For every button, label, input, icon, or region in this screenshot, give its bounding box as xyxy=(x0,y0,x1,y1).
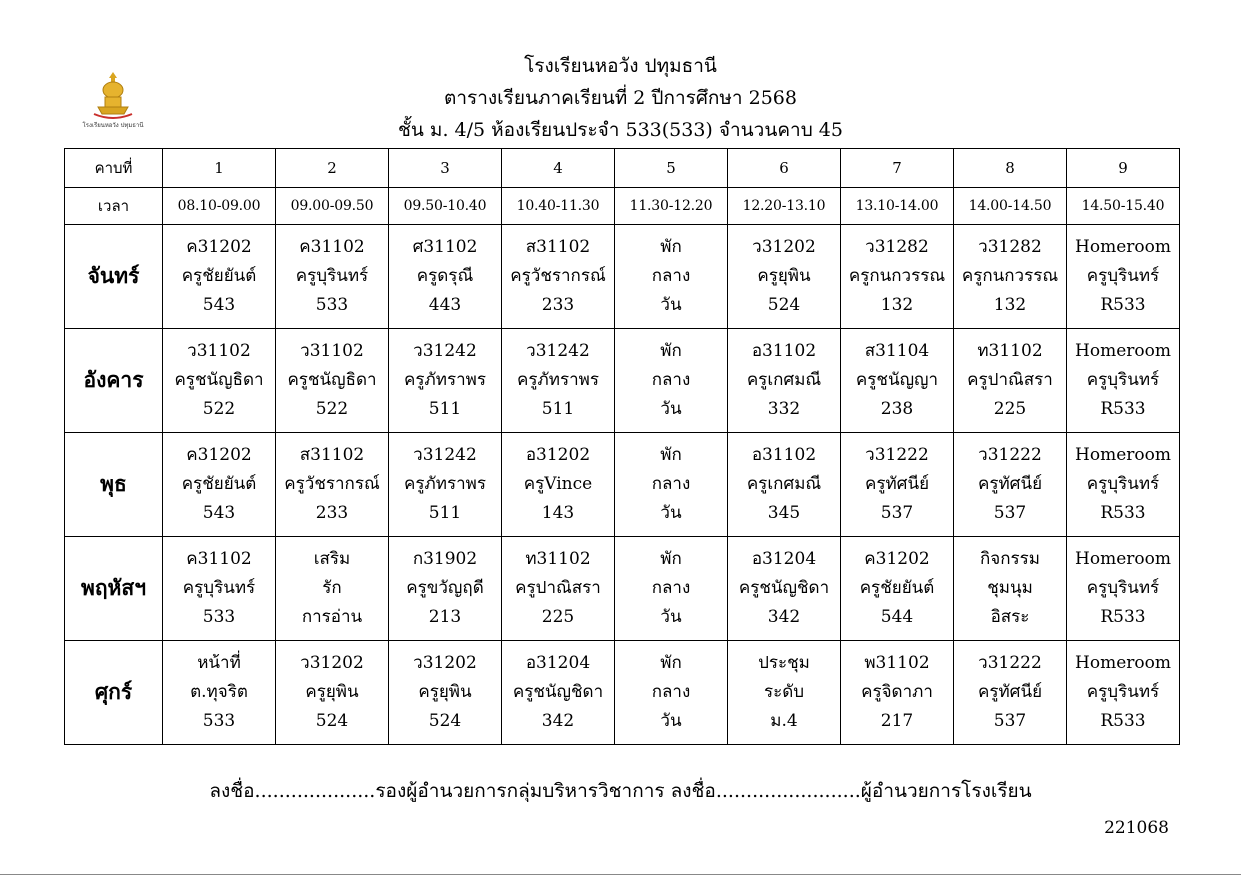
class-cell xyxy=(728,641,841,745)
teacher-name: ครูชนัญชิดา xyxy=(512,682,604,702)
subject-code: ว31242 xyxy=(413,445,477,465)
room-number: 537 xyxy=(880,503,914,523)
time-header-row xyxy=(65,188,1180,225)
day-name: พฤหัสฯ xyxy=(65,537,163,641)
subject-code: หน้าที่ xyxy=(197,653,241,673)
subject-code: ว31102 xyxy=(300,341,364,361)
class-cell xyxy=(389,433,502,537)
subject-code: ท31102 xyxy=(525,549,591,569)
teacher-name: ครูบุรินทร์ xyxy=(1086,682,1160,702)
room-number: 543 xyxy=(202,295,236,315)
subject-code: ก31902 xyxy=(412,549,478,569)
room-number: R533 xyxy=(1100,607,1146,627)
timetable xyxy=(64,148,1180,745)
room-number: 233 xyxy=(541,295,575,315)
room-number: 225 xyxy=(541,607,575,627)
day-row xyxy=(65,329,1180,433)
subject-code: อ31102 xyxy=(751,341,817,361)
room-number: วัน xyxy=(660,711,682,731)
time-slot: 14.50-15.40 xyxy=(1067,188,1180,225)
class-cell xyxy=(502,433,615,537)
subject-code: ว31202 xyxy=(413,653,477,673)
time-label: เวลา xyxy=(65,188,163,225)
period-number: 8 xyxy=(954,149,1067,188)
class-cell xyxy=(276,329,389,433)
subject-code: กิจกรรม xyxy=(979,549,1040,569)
class-cell xyxy=(276,433,389,537)
class-cell xyxy=(841,329,954,433)
day-row xyxy=(65,537,1180,641)
teacher-name: ครูภัทราพร xyxy=(404,474,486,494)
teacher-name: ต.ทุจริต xyxy=(190,682,248,702)
class-cell xyxy=(389,225,502,329)
teacher-name: ครูบุรินทร์ xyxy=(1086,578,1160,598)
subject-code: ค31102 xyxy=(186,549,252,569)
class-cell xyxy=(1067,329,1180,433)
teacher-name: ครูวัชรากรณ์ xyxy=(510,266,606,286)
class-cell xyxy=(615,641,728,745)
teacher-name: ครูชัยยันต์ xyxy=(181,474,257,494)
subject-code: ศ31102 xyxy=(412,237,478,257)
class-cell xyxy=(163,641,276,745)
teacher-name: ครูยุพิน xyxy=(418,682,472,702)
subject-code: อ31202 xyxy=(525,445,591,465)
room-number: 233 xyxy=(315,503,349,523)
teacher-name: ครูทัศนีย์ xyxy=(977,682,1043,702)
room-number: 524 xyxy=(315,711,349,731)
time-slot: 09.50-10.40 xyxy=(389,188,502,225)
time-slot: 12.20-13.10 xyxy=(728,188,841,225)
room-number: 132 xyxy=(880,295,914,315)
subject-code: Homeroom xyxy=(1075,341,1171,361)
subject-code: พัก xyxy=(660,653,682,673)
room-number: 537 xyxy=(993,503,1027,523)
room-number: 217 xyxy=(880,711,914,731)
period-number: 5 xyxy=(615,149,728,188)
teacher-name: ครูทัศนีย์ xyxy=(977,474,1043,494)
day-name: จันทร์ xyxy=(65,225,163,329)
teacher-name: ครูภัทราพร xyxy=(517,370,599,390)
room-number: 342 xyxy=(767,607,801,627)
subject-code: ว31242 xyxy=(526,341,590,361)
subject-code: Homeroom xyxy=(1075,549,1171,569)
class-cell xyxy=(954,641,1067,745)
room-number: 543 xyxy=(202,503,236,523)
subject-code: ว31242 xyxy=(413,341,477,361)
time-slot: 10.40-11.30 xyxy=(502,188,615,225)
room-number: วัน xyxy=(660,607,682,627)
room-number: 533 xyxy=(202,607,236,627)
class-cell xyxy=(728,329,841,433)
class-cell xyxy=(954,329,1067,433)
room-number: วัน xyxy=(660,503,682,523)
teacher-name: กลาง xyxy=(651,266,691,286)
subject-code: ว31282 xyxy=(865,237,929,257)
teacher-name: ครูยุพิน xyxy=(305,682,359,702)
subject-code: Homeroom xyxy=(1075,653,1171,673)
class-cell xyxy=(163,537,276,641)
day-name: ศุกร์ xyxy=(65,641,163,745)
teacher-name: ครูดรุณี xyxy=(416,266,474,286)
room-number: 533 xyxy=(315,295,349,315)
teacher-name: ครูเกศมณี xyxy=(746,474,822,494)
class-cell xyxy=(728,537,841,641)
class-cell xyxy=(276,537,389,641)
class-cell xyxy=(841,641,954,745)
teacher-name: ครูชัยยันต์ xyxy=(181,266,257,286)
subject-code: พัก xyxy=(660,549,682,569)
teacher-name: ครูชนัญธิดา xyxy=(174,370,264,390)
teacher-name: ครูวัชรากรณ์ xyxy=(284,474,380,494)
room-number: อิสระ xyxy=(990,607,1030,627)
room-number: 511 xyxy=(541,399,575,419)
subject-code: พัก xyxy=(660,445,682,465)
class-cell xyxy=(502,225,615,329)
teacher-name: ครูปาณิสรา xyxy=(515,578,601,598)
teacher-name: ระดับ xyxy=(763,682,805,702)
class-cell xyxy=(841,433,954,537)
teacher-name: ครูทัศนีย์ xyxy=(864,474,930,494)
teacher-name: ครูจิดาภา xyxy=(861,682,933,702)
subject-code: ค31202 xyxy=(186,445,252,465)
teacher-name: ครูบุรินทร์ xyxy=(1086,474,1160,494)
period-number: 4 xyxy=(502,149,615,188)
room-number: 522 xyxy=(202,399,236,419)
class-cell xyxy=(1067,641,1180,745)
time-slot: 11.30-12.20 xyxy=(615,188,728,225)
class-cell xyxy=(502,329,615,433)
teacher-name: ครูภัทราพร xyxy=(404,370,486,390)
teacher-name: ครูกนกวรรณ xyxy=(961,266,1059,286)
class-cell xyxy=(276,641,389,745)
class-cell xyxy=(615,433,728,537)
room-number: 225 xyxy=(993,399,1027,419)
period-number: 1 xyxy=(163,149,276,188)
room-number: 511 xyxy=(428,399,462,419)
period-number: 7 xyxy=(841,149,954,188)
subject-code: ว31282 xyxy=(978,237,1042,257)
teacher-name: กลาง xyxy=(651,578,691,598)
subject-code: พ31102 xyxy=(864,653,930,673)
class-cell xyxy=(502,641,615,745)
room-number: 443 xyxy=(428,295,462,315)
logo-caption: โรงเรียนหอวัง ปทุมธานี xyxy=(82,122,144,129)
class-cell xyxy=(163,433,276,537)
class-cell xyxy=(389,537,502,641)
subject-code: ว31222 xyxy=(865,445,929,465)
room-number: 533 xyxy=(202,711,236,731)
teacher-name: ครูกนกวรรณ xyxy=(848,266,946,286)
teacher-name: กลาง xyxy=(651,682,691,702)
teacher-name: ครูบุรินทร์ xyxy=(1086,266,1160,286)
period-number: 9 xyxy=(1067,149,1180,188)
signature-line: ลงชื่อ....................รองผู้อำนวยการกลุ่มบริหารวิชาการ ลงชื่อ........................ผู้อำนวยการโรงเรียน xyxy=(209,780,1032,802)
teacher-name: ครูชนัญชิดา xyxy=(738,578,830,598)
period-number: 6 xyxy=(728,149,841,188)
class-cell xyxy=(389,329,502,433)
class-cell xyxy=(1067,225,1180,329)
term-title: ตารางเรียนภาคเรียนที่ 2 ปีการศึกษา 2568 xyxy=(444,87,797,109)
class-cell xyxy=(954,433,1067,537)
class-cell xyxy=(276,225,389,329)
class-cell xyxy=(954,537,1067,641)
period-header-row xyxy=(65,149,1180,188)
subject-code: ว31202 xyxy=(752,237,816,257)
subject-code: อ31204 xyxy=(751,549,817,569)
class-cell xyxy=(163,329,276,433)
class-cell xyxy=(389,641,502,745)
day-name: อังคาร xyxy=(65,329,163,433)
class-cell xyxy=(1067,537,1180,641)
period-number: 3 xyxy=(389,149,502,188)
time-slot: 09.00-09.50 xyxy=(276,188,389,225)
period-number: 2 xyxy=(276,149,389,188)
class-cell xyxy=(615,225,728,329)
day-row xyxy=(65,641,1180,745)
room-number: R533 xyxy=(1100,711,1146,731)
subject-code: อ31102 xyxy=(751,445,817,465)
subject-code: เสริม xyxy=(313,549,351,569)
room-number: วัน xyxy=(660,295,682,315)
subject-code: ว31202 xyxy=(300,653,364,673)
class-cell xyxy=(841,537,954,641)
room-number: วัน xyxy=(660,399,682,419)
day-name: พุธ xyxy=(65,433,163,537)
room-number: 524 xyxy=(767,295,801,315)
subject-code: ส31102 xyxy=(299,445,365,465)
subject-code: ค31202 xyxy=(186,237,252,257)
class-cell xyxy=(1067,433,1180,537)
subject-code: ท31102 xyxy=(977,341,1043,361)
subject-code: พัก xyxy=(660,237,682,257)
class-info: ชั้น ม. 4/5 ห้องเรียนประจำ 533(533) จำนวนคาบ 45 xyxy=(398,119,843,141)
room-number: 342 xyxy=(541,711,575,731)
subject-code: ส31104 xyxy=(864,341,930,361)
room-number: 238 xyxy=(880,399,914,419)
class-cell xyxy=(841,225,954,329)
room-number: 522 xyxy=(315,399,349,419)
subject-code: ว31102 xyxy=(187,341,251,361)
room-number: 345 xyxy=(767,503,801,523)
teacher-name: รัก xyxy=(322,578,342,598)
teacher-name: ครูชนัญธิดา xyxy=(287,370,377,390)
subject-code: ส31102 xyxy=(525,237,591,257)
teacher-name: ครูยุพิน xyxy=(757,266,811,286)
period-label: คาบที่ xyxy=(65,149,163,188)
teacher-name: ครูVince xyxy=(523,474,593,494)
teacher-name: ครูขวัญฤดี xyxy=(406,578,484,598)
subject-code: Homeroom xyxy=(1075,445,1171,465)
class-cell xyxy=(954,225,1067,329)
day-row xyxy=(65,433,1180,537)
room-number: 332 xyxy=(767,399,801,419)
room-number: R533 xyxy=(1100,399,1146,419)
teacher-name: ครูบุรินทร์ xyxy=(182,578,256,598)
subject-code: ว31222 xyxy=(978,653,1042,673)
bottom-divider xyxy=(0,874,1241,875)
class-cell xyxy=(615,537,728,641)
class-cell xyxy=(728,225,841,329)
time-slot: 08.10-09.00 xyxy=(163,188,276,225)
teacher-name: ครูบุรินทร์ xyxy=(1086,370,1160,390)
time-slot: 14.00-14.50 xyxy=(954,188,1067,225)
subject-code: ค31202 xyxy=(864,549,930,569)
room-number: 511 xyxy=(428,503,462,523)
subject-code: Homeroom xyxy=(1075,237,1171,257)
room-number: R533 xyxy=(1100,503,1146,523)
room-number: ม.4 xyxy=(770,711,798,731)
room-number: 213 xyxy=(428,607,462,627)
document-number: 221068 xyxy=(1104,818,1169,838)
time-slot: 13.10-14.00 xyxy=(841,188,954,225)
teacher-name: ครูชัยยันต์ xyxy=(859,578,935,598)
teacher-name: กลาง xyxy=(651,370,691,390)
teacher-name: ครูบุรินทร์ xyxy=(295,266,369,286)
class-cell xyxy=(615,329,728,433)
teacher-name: ครูเกศมณี xyxy=(746,370,822,390)
subject-code: พัก xyxy=(660,341,682,361)
teacher-name: ครูชนัญญา xyxy=(855,370,939,390)
class-cell xyxy=(728,433,841,537)
subject-code: ว31222 xyxy=(978,445,1042,465)
class-cell xyxy=(163,225,276,329)
room-number: 132 xyxy=(993,295,1027,315)
teacher-name: กลาง xyxy=(651,474,691,494)
day-row xyxy=(65,225,1180,329)
teacher-name: ครูปาณิสรา xyxy=(967,370,1053,390)
school-title: โรงเรียนหอวัง ปทุมธานี xyxy=(524,55,717,77)
room-number: 544 xyxy=(880,607,914,627)
room-number: การอ่าน xyxy=(301,607,363,627)
room-number: 524 xyxy=(428,711,462,731)
subject-code: ค31102 xyxy=(299,237,365,257)
subject-code: ประชุม xyxy=(758,653,810,673)
room-number: 143 xyxy=(541,503,575,523)
teacher-name: ชุมนุม xyxy=(987,578,1033,598)
room-number: 537 xyxy=(993,711,1027,731)
room-number: R533 xyxy=(1100,295,1146,315)
subject-code: อ31204 xyxy=(525,653,591,673)
class-cell xyxy=(502,537,615,641)
